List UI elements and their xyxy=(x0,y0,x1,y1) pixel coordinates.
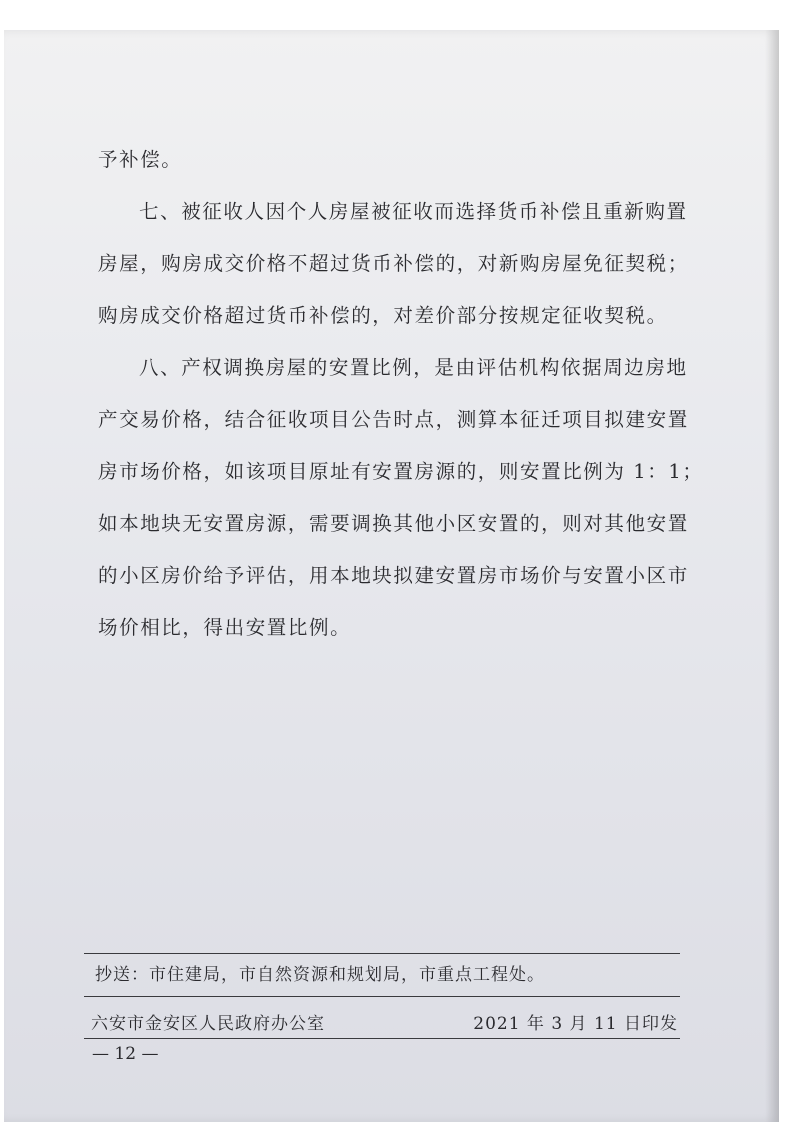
page-edge-shadow xyxy=(765,30,779,1122)
paragraph-line: 予补偿。 xyxy=(98,148,183,171)
issue-date: 2021 年 3 月 11 日印发 xyxy=(473,1014,678,1034)
paragraph-line: 产交易价格，结合征收项目公告时点，测算本征迁项目拟建安置 xyxy=(98,408,689,431)
paragraph-line: 如本地块无安置房源，需要调换其他小区安置的，则对其他安置 xyxy=(98,512,689,535)
paragraph-line: 七、被征收人因个人房屋被征收而选择货币补偿且重新购置 xyxy=(139,200,688,223)
footer-rule-top xyxy=(84,953,680,954)
document-body xyxy=(98,140,704,647)
footer-rule-middle xyxy=(84,996,680,997)
paragraph-line: 场价相比，得出安置比例。 xyxy=(98,616,352,639)
paragraph-line: 房市场价格，如该项目原址有安置房源的，则安置比例为 1：1； xyxy=(98,460,704,483)
issuing-office: 六安市金安区人民政府办公室 xyxy=(91,1014,325,1034)
paragraph-line: 八、产权调换房屋的安置比例，是由评估机构依据周边房地 xyxy=(139,356,688,379)
footer-rule-bottom xyxy=(84,1038,680,1039)
page-number: — 12 — xyxy=(92,1044,159,1064)
paragraph-line: 购房成交价格超过货币补偿的，对差价部分按规定征收契税。 xyxy=(98,304,668,327)
paragraph-line: 的小区房价给予评估，用本地块拟建安置房市场价与安置小区市 xyxy=(98,564,689,587)
paragraph-line: 房屋，购房成交价格不超过货币补偿的，对新购房屋免征契税； xyxy=(98,252,689,275)
cc-line: 抄送：市住建局，市自然资源和规划局，市重点工程处。 xyxy=(95,965,545,985)
